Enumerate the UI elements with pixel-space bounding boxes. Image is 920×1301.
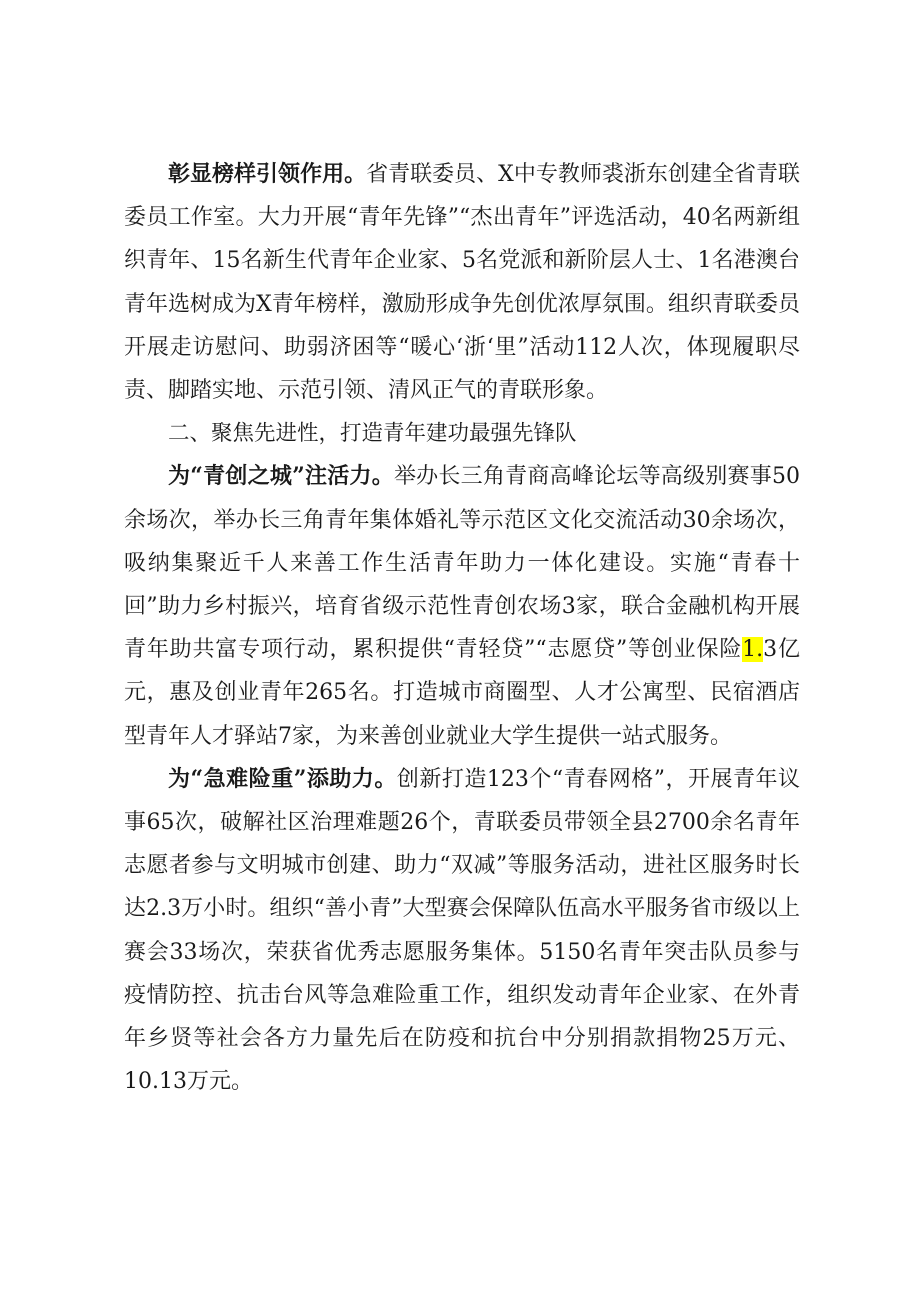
highlighted-text: 1. [742, 637, 764, 663]
paragraph-text: 创新打造123个“青春网格”，开展青年议事65次，破解社区治理难题26个，青联委员带领全县2700余名青年志愿者参与文明城市创建、助力“双减”等服务活动，进社区服务时长达2.3万小时。组织“善小青”大型赛会保障队伍高水平服务省市级以上赛会33场次，荣获省优秀志愿服务集体。5150名青年突击队员参与疫情防控、抗击台风等急难险重工作，组织发动青年企业家、在外青年乡贤等社会各方力量先后在防疫和抗台中分别捐款捐物25万元、10.13万元。 [124, 766, 800, 1095]
paragraph-text: 3亿元，惠及创业青年265名。打造城市商圈型、人才公寓型、民宿酒店型青年人才驿站7家，为来善创业就业大学生提供一站式服务。 [124, 637, 800, 749]
paragraph-lead: 彰显榜样引领作用。 [168, 161, 367, 187]
paragraph-role-models [124, 153, 800, 412]
paragraph-urgent-tasks [124, 758, 800, 1104]
section-heading: 二、聚焦先进性，打造青年建功最强先锋队 [168, 421, 577, 447]
paragraph-lead: 为“青创之城”注活力。 [168, 463, 394, 490]
paragraph-youth-city [124, 455, 800, 757]
paragraph-lead: 为“急难险重”添助力。 [168, 765, 397, 792]
paragraph-text: 省青联委员、X中专教师裘浙东创建全省青联委员工作室。大力开展“青年先锋”“杰出青年”评选活动，40名两新组织青年、15名新生代青年企业家、5名党派和新阶层人士、1名港澳台青年选树成为X青年榜样，激励形成争先创优浓厚氛围。组织青联委员开展走访慰问、助弱济困等“暖心‘浙‘里”活动112人次，体现履职尽责、脚踏实地、示范引领、清风正气的青联形象。 [124, 162, 800, 404]
paragraph-text: 举办长三角青商高峰论坛等高级别赛事50余场次，举办长三角青年集体婚礼等示范区文化交流活动30余场次，吸纳集聚近千人来善工作生活青年助力一体化建设。实施“青春十回”助力乡村振兴，培育省级示范性青创农场3家，联合金融机构开展青年助共富专项行动，累积提供“青轻贷”“志愿贷”等创业保险 [124, 464, 800, 663]
document-body [124, 153, 800, 1103]
